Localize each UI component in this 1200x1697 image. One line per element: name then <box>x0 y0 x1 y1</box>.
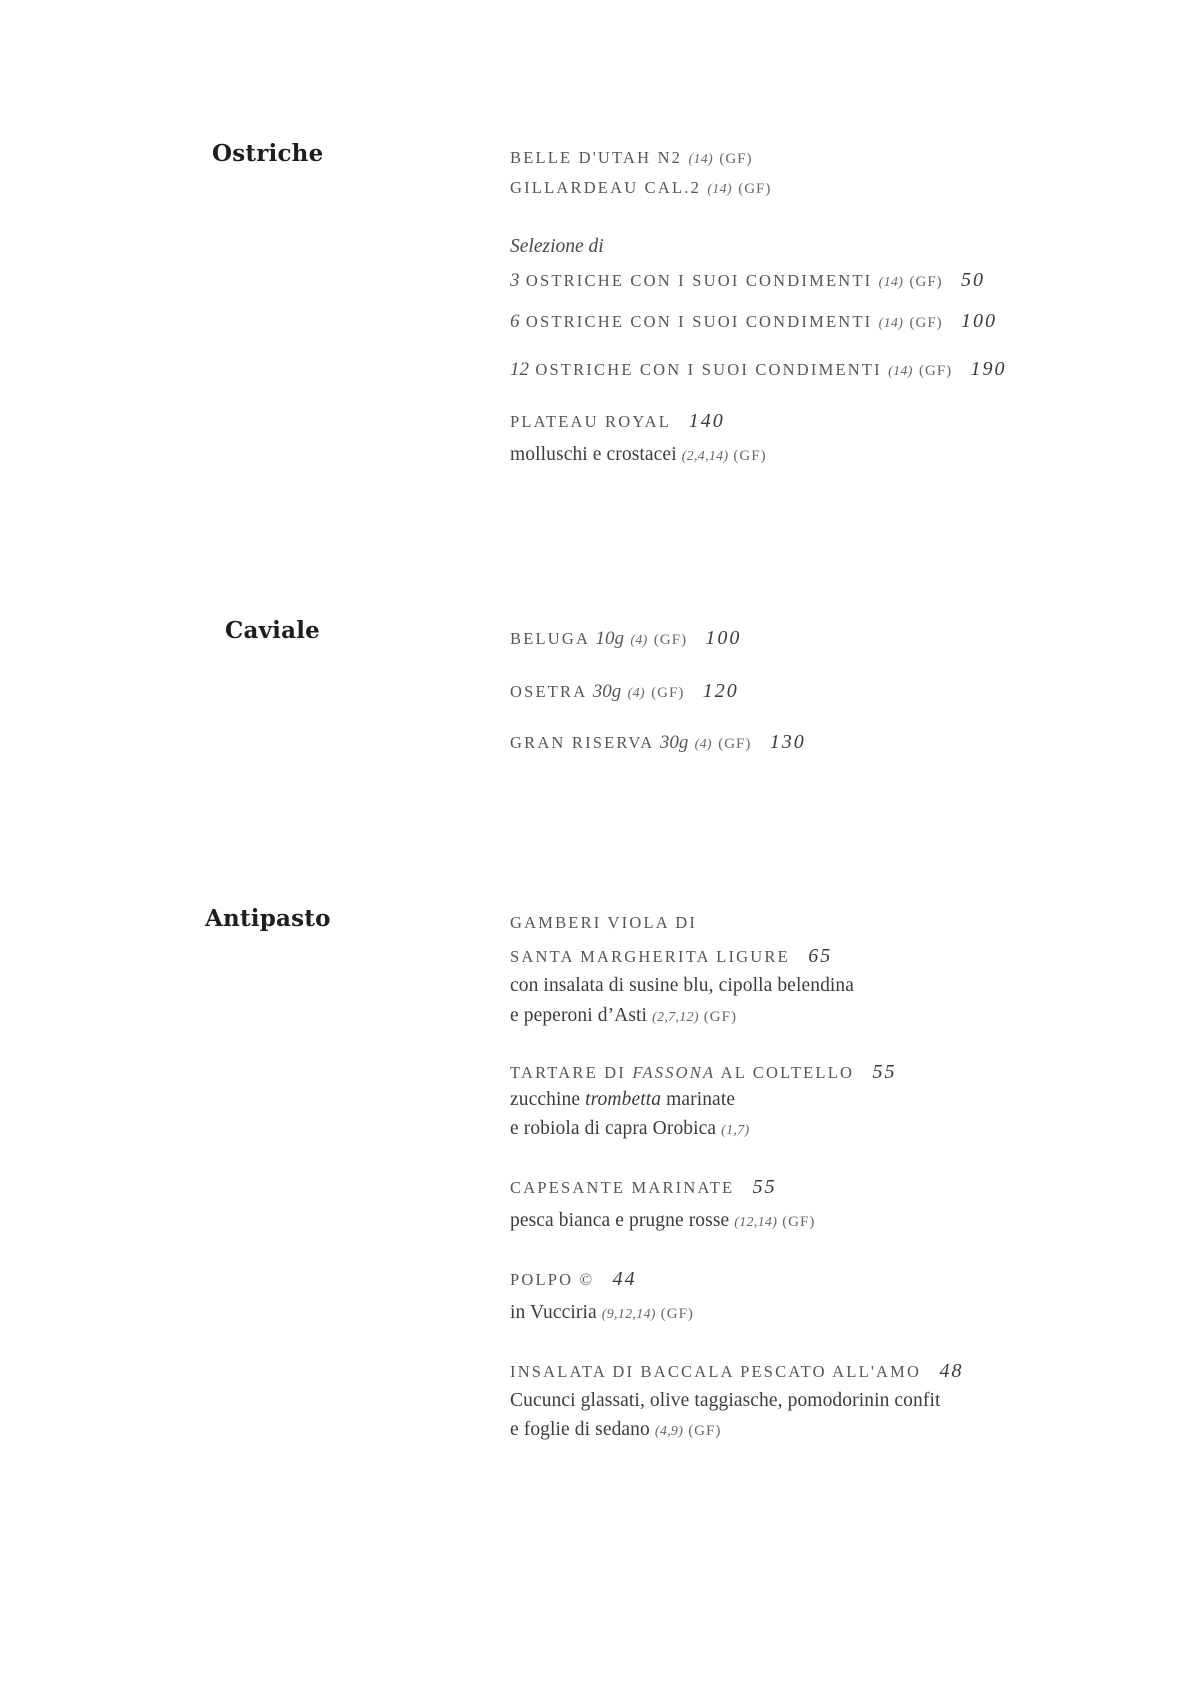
menu-item <box>510 1361 963 1381</box>
item-name: INSALATA DI BACCALA PESCATO ALL'AMO <box>510 1362 922 1381</box>
allergens: (14) <box>878 275 904 290</box>
gluten-free-tag: (GF) <box>651 685 685 701</box>
description-text: e peperoni d’Asti <box>510 1005 648 1026</box>
item-name: GRAN RISERVA <box>510 733 654 752</box>
allergens: (9,12,14) <box>601 1307 656 1322</box>
gluten-free-tag: (GF) <box>660 1306 694 1322</box>
item-quantity: 6 <box>510 311 520 332</box>
item-price: 190 <box>970 358 1007 380</box>
item-description: Cucunci glassati, olive taggiasche, pomodorinin confit <box>510 1390 941 1411</box>
menu-item <box>510 1062 896 1082</box>
menu-item <box>510 180 771 197</box>
item-weight: 30g <box>592 681 622 702</box>
allergens: (2,4,14) <box>681 449 729 464</box>
menu-item <box>510 1177 777 1197</box>
gluten-free-tag: (GF) <box>733 448 767 464</box>
menu-item <box>510 359 1007 379</box>
item-name: BELLE D'UTAH N2 <box>510 148 683 167</box>
menu-item <box>510 1269 637 1289</box>
item-name: GAMBERI VIOLA DI <box>510 913 698 932</box>
gluten-free-tag: (GF) <box>703 1009 737 1025</box>
item-price: 130 <box>769 731 806 753</box>
selection-intro: Selezione di <box>510 236 604 257</box>
item-price: 55 <box>872 1061 897 1083</box>
menu-item <box>510 732 806 752</box>
allergens: (14) <box>888 364 913 379</box>
gluten-free-tag: (GF) <box>909 274 943 290</box>
gluten-free-tag: (GF) <box>909 315 943 331</box>
item-price: 55 <box>752 1176 777 1198</box>
item-name: GILLARDEAU CAL.2 <box>510 178 702 197</box>
item-price: 140 <box>688 410 725 432</box>
description-italic: trombetta <box>585 1089 662 1110</box>
gluten-free-tag: (GF) <box>719 151 753 167</box>
item-name: OSTRICHE CON I SUOI CONDIMENTI <box>525 312 873 331</box>
gluten-free-tag: (GF) <box>688 1423 722 1439</box>
allergens: (4) <box>694 737 712 752</box>
item-price: 100 <box>961 310 998 332</box>
allergens: (14) <box>707 182 732 197</box>
item-price: 44 <box>612 1268 637 1290</box>
allergens: (4) <box>627 686 645 701</box>
menu-item <box>510 681 739 701</box>
menu-item <box>510 946 832 966</box>
description-text: zucchine <box>510 1089 581 1110</box>
gluten-free-tag: (GF) <box>718 736 752 752</box>
item-description <box>510 445 767 465</box>
item-weight: 30g <box>659 732 689 753</box>
description-text: pesca bianca e prugne rosse <box>510 1210 730 1231</box>
item-description <box>510 1006 737 1026</box>
item-price: 120 <box>702 680 739 702</box>
menu-item <box>510 150 753 167</box>
item-quantity: 12 <box>510 359 529 380</box>
allergens: (12,14) <box>734 1215 778 1230</box>
item-weight: 10g <box>595 628 625 649</box>
menu-item <box>510 411 725 431</box>
gluten-free-tag: (GF) <box>738 181 772 197</box>
allergens: (1,7) <box>721 1123 750 1138</box>
gluten-free-tag: (GF) <box>919 363 953 379</box>
item-name: PLATEAU ROYAL <box>510 412 671 431</box>
item-name: POLPO © <box>510 1270 595 1289</box>
gluten-free-tag: (GF) <box>782 1214 816 1230</box>
item-name: CAPESANTE MARINATE <box>510 1178 735 1197</box>
item-name-italic: FASSONA <box>632 1063 716 1082</box>
item-name: TARTARE DI <box>510 1063 626 1082</box>
item-price: 48 <box>939 1360 964 1382</box>
item-description <box>510 1303 694 1323</box>
item-name: SANTA MARGHERITA LIGURE <box>510 947 790 966</box>
item-name: BELUGA <box>510 629 590 648</box>
description-text: molluschi e crostacei <box>510 444 677 465</box>
menu-item <box>510 270 985 290</box>
allergens: (2,7,12) <box>652 1010 699 1025</box>
item-price: 65 <box>808 945 833 967</box>
description-text: in Vucciria <box>510 1302 597 1323</box>
section-title-ostriche: Ostriche <box>212 140 324 167</box>
allergens: (14) <box>878 316 904 331</box>
allergens: (4) <box>630 633 648 648</box>
item-price: 100 <box>705 627 742 649</box>
section-title-antipasto: Antipasto <box>205 905 331 932</box>
gluten-free-tag: (GF) <box>653 632 688 648</box>
item-description <box>510 1090 735 1110</box>
description-text: e robiola di capra Orobica <box>510 1118 717 1139</box>
description-text: e foglie di sedano <box>510 1419 650 1440</box>
menu-item <box>510 311 997 331</box>
item-quantity: 3 <box>510 270 520 291</box>
item-name: OSTRICHE CON I SUOI CONDIMENTI <box>525 271 873 290</box>
item-description <box>510 1211 815 1231</box>
item-description: con insalata di susine blu, cipolla belendina <box>510 975 855 996</box>
section-title-caviale: Caviale <box>225 617 320 644</box>
allergens: (4,9) <box>654 1424 684 1439</box>
item-description <box>510 1119 749 1139</box>
allergens: (14) <box>688 152 713 167</box>
item-description <box>510 1420 721 1440</box>
description-text: marinate <box>666 1089 736 1110</box>
item-name: OSETRA <box>510 682 587 701</box>
item-price: 50 <box>961 269 986 291</box>
item-name: AL COLTELLO <box>720 1063 855 1082</box>
menu-item <box>510 628 741 648</box>
item-name: OSTRICHE CON I SUOI CONDIMENTI <box>535 360 882 379</box>
